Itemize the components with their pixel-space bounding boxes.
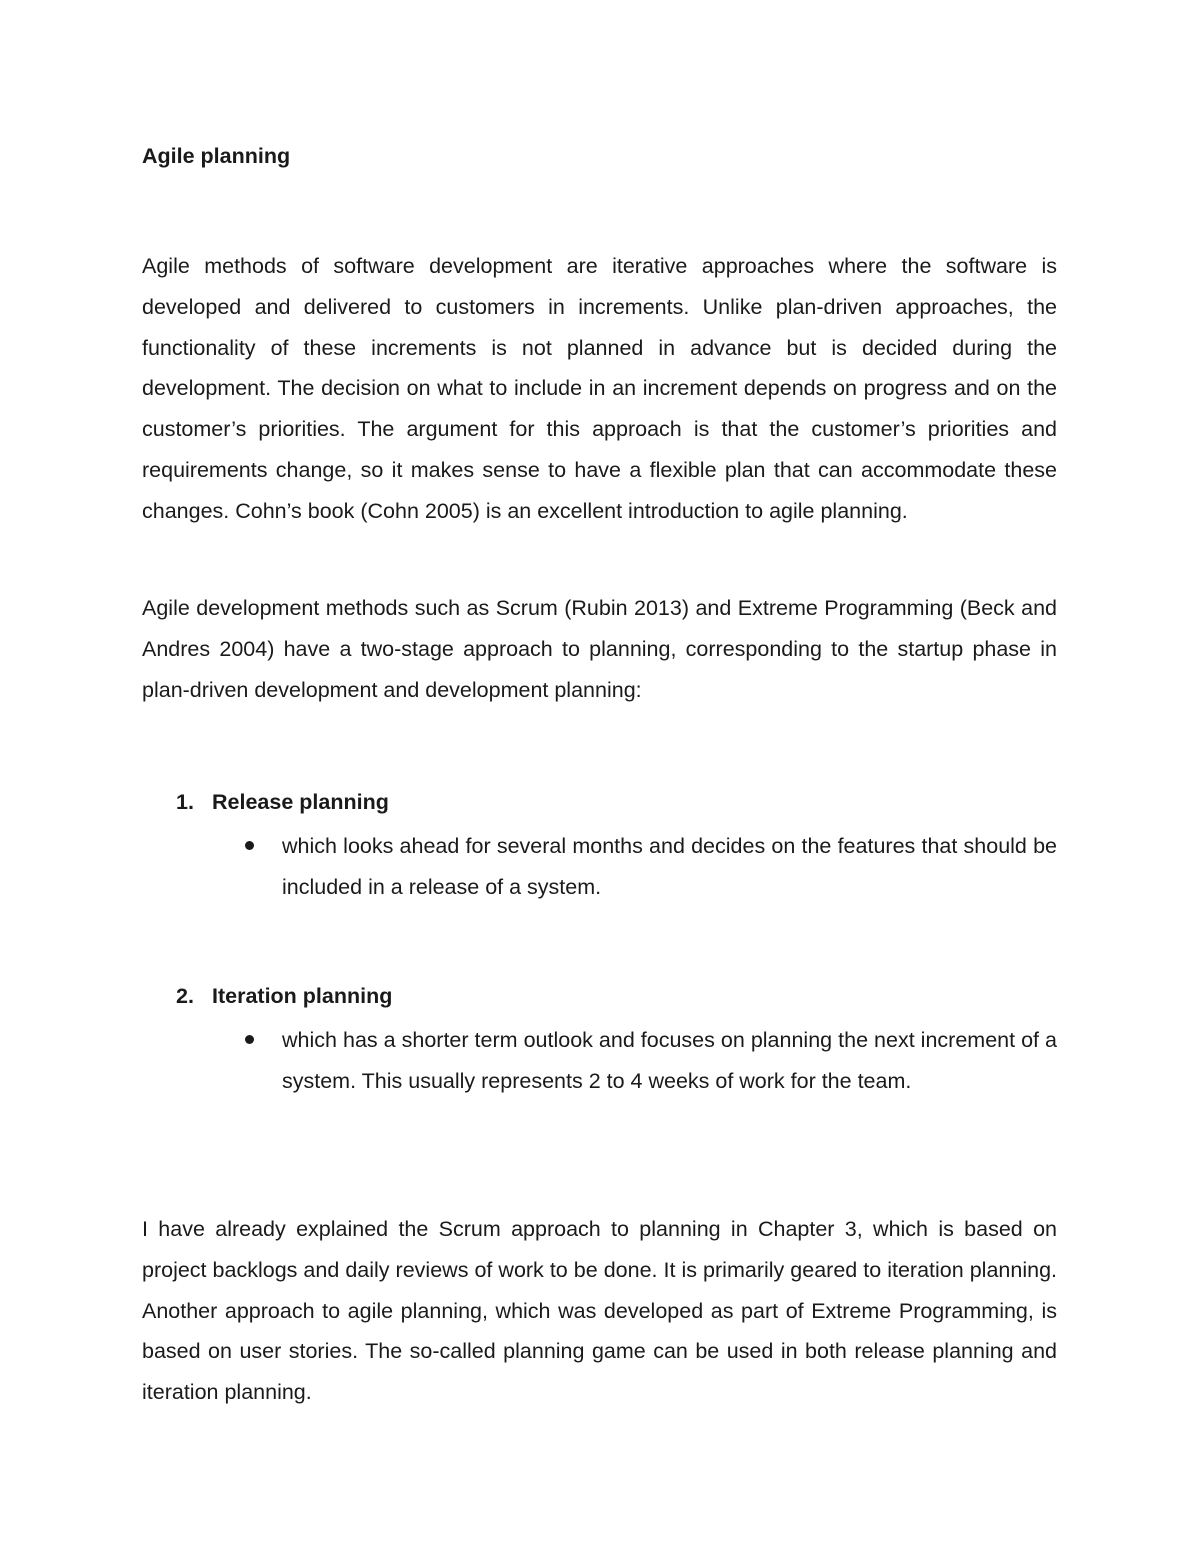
list-item-title: Release planning: [212, 790, 389, 814]
bullet-text: which has a shorter term outlook and focuses on planning the next increment of a system. This usually represents 2 to 4 weeks of work for the team.: [282, 1028, 1057, 1093]
list-item-heading: [176, 786, 1057, 818]
document-page: [142, 0, 1057, 1553]
list-item-heading: [176, 980, 1057, 1012]
list-item-release-planning: [176, 786, 1057, 908]
document-title: Agile planning: [142, 144, 291, 168]
list-item-number: 1.: [176, 790, 194, 814]
closing-paragraph: I have already explained the Scrum approach to planning in Chapter 3, which is based on project backlogs and daily reviews of work to be done. It is primarily geared to iteration planning. Another approach to agile planning, which was developed as part of Extreme Programming, is based on user stories. The so-called planning game can be used in both release planning and iteration planning.: [142, 1217, 1057, 1405]
bullet-point: [176, 826, 1057, 908]
list-item-title: Iteration planning: [212, 984, 393, 1008]
bullet-point: [176, 1020, 1057, 1102]
methods-paragraph: Agile development methods such as Scrum (Rubin 2013) and Extreme Programming (Beck and Andres 2004) have a two-stage approach to planning, corresponding to the startup phase in plan-driven development and development planning:: [142, 596, 1057, 702]
intro-paragraph: Agile methods of software development are iterative approaches where the software is developed and delivered to customers in increments. Unlike plan-driven approaches, the functionality of these increments is not planned in advance but is decided during the development. The decision on what to include in an increment depends on progress and on the customer’s priorities. The argument for this approach is that the customer’s priorities and requirements change, so it makes sense to have a flexible plan that can accommodate these changes. Cohn’s book (Cohn 2005) is an excellent introduction to agile planning.: [142, 254, 1057, 523]
bullet-icon: [245, 1035, 254, 1044]
bullet-text: which looks ahead for several months and decides on the features that should be included in a release of a system.: [282, 834, 1057, 899]
list-item-number: 2.: [176, 984, 194, 1008]
bullet-icon: [245, 841, 254, 850]
list-item-iteration-planning: [176, 980, 1057, 1102]
